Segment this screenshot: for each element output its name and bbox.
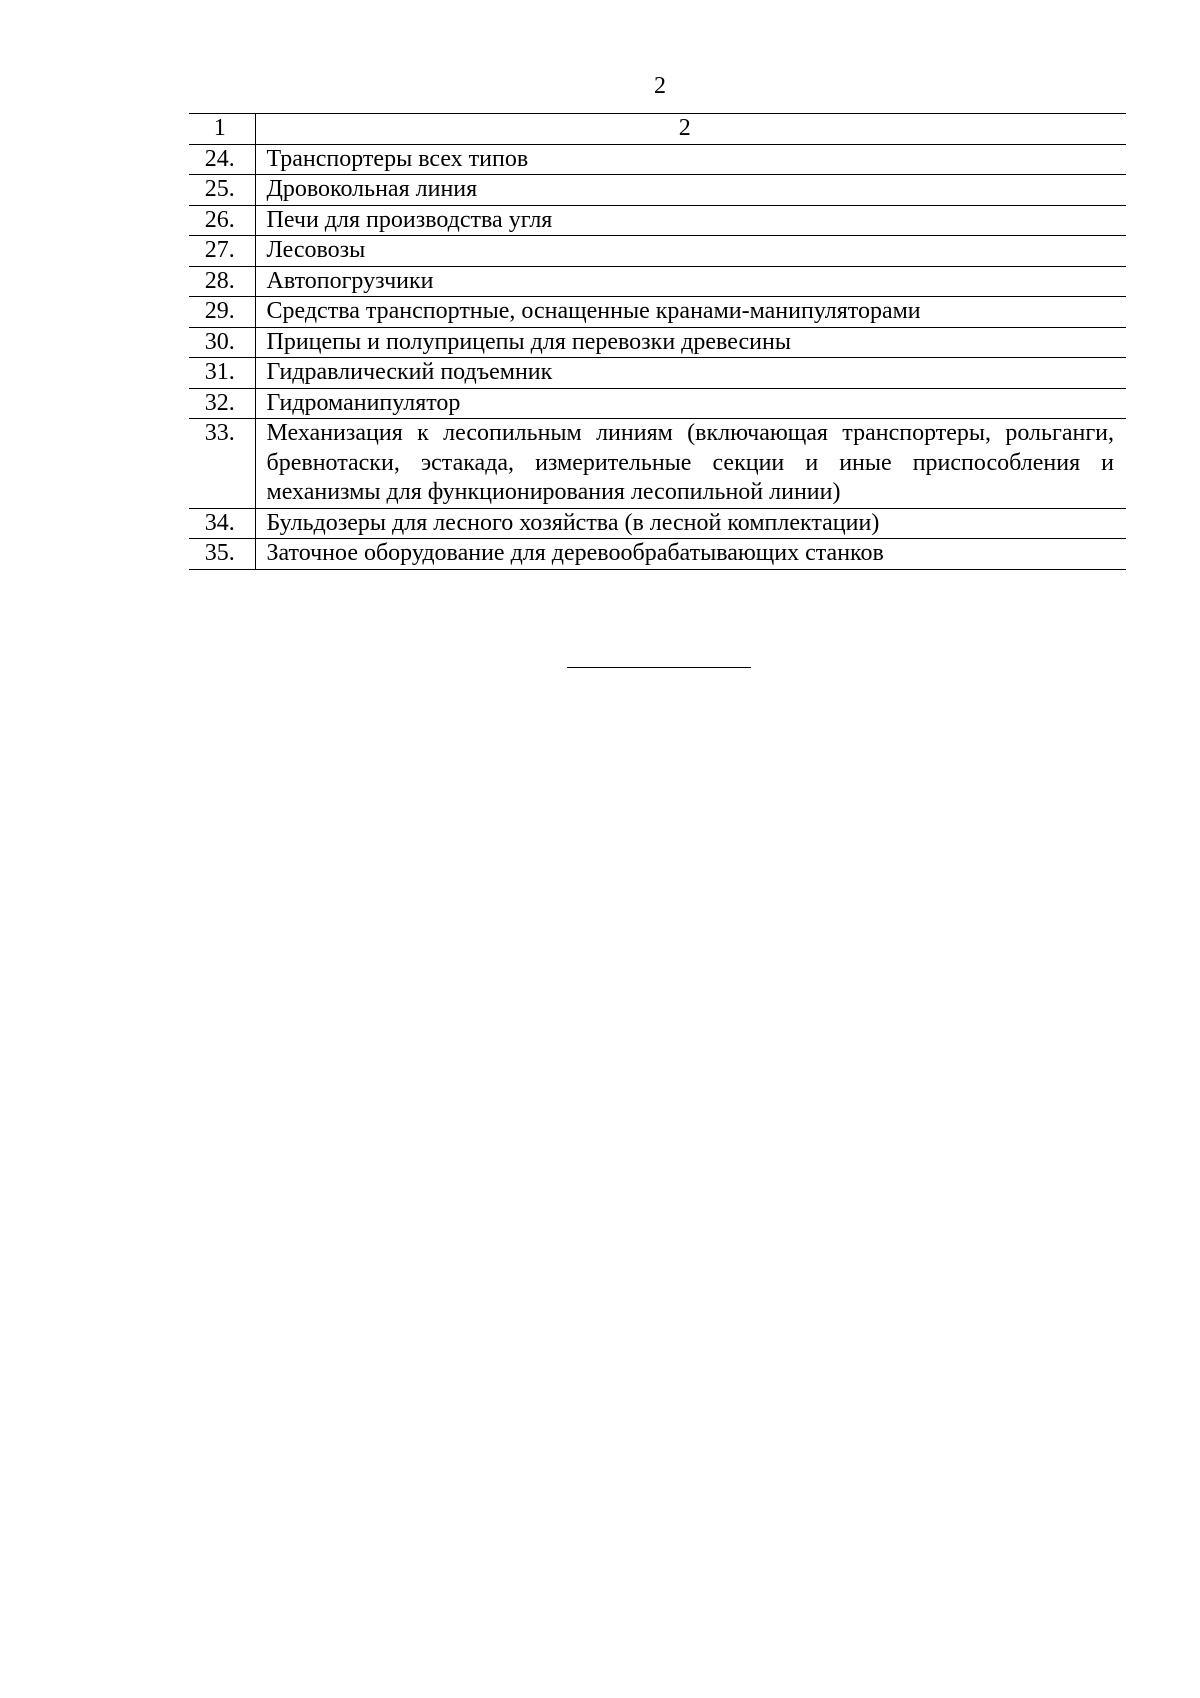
table-row (189, 327, 1126, 358)
table-row (189, 266, 1126, 297)
row-number: 26. (189, 205, 255, 236)
row-number: 31. (189, 358, 255, 389)
row-number: 28. (189, 266, 255, 297)
row-text: Средства транспортные, оснащенные кранами-манипуляторами (255, 297, 1126, 328)
row-text: Механизация к лесопильным линиям (включающая транспортеры, рольганги, бревнотаски, эстакада, измерительные секции и иные приспособления и механизмы для функционирования лесопильной линии) (255, 419, 1126, 509)
header-col-name: 2 (255, 114, 1126, 145)
row-number: 25. (189, 175, 255, 206)
end-of-document-rule (567, 667, 751, 668)
table-row (189, 236, 1126, 267)
row-text: Печи для производства угля (255, 205, 1126, 236)
row-number: 27. (189, 236, 255, 267)
row-text: Гидроманипулятор (255, 388, 1126, 419)
row-text: Заточное оборудование для деревообрабатывающих станков (255, 539, 1126, 570)
row-number: 24. (189, 144, 255, 175)
table-row (189, 175, 1126, 206)
equipment-table (189, 113, 1126, 570)
table-row (189, 508, 1126, 539)
table-header-row (189, 114, 1126, 145)
table-row (189, 358, 1126, 389)
row-text: Лесовозы (255, 236, 1126, 267)
table-row (189, 388, 1126, 419)
row-number: 32. (189, 388, 255, 419)
row-text: Бульдозеры для лесного хозяйства (в лесной комплектации) (255, 508, 1126, 539)
row-text: Гидравлический подъемник (255, 358, 1126, 389)
row-number: 29. (189, 297, 255, 328)
table-row (189, 144, 1126, 175)
table-row (189, 419, 1126, 509)
table-row (189, 297, 1126, 328)
row-text: Прицепы и полуприцепы для перевозки древесины (255, 327, 1126, 358)
header-col-number: 1 (189, 114, 255, 145)
table-row (189, 539, 1126, 570)
row-number: 33. (189, 419, 255, 509)
table-row (189, 205, 1126, 236)
row-text: Транспортеры всех типов (255, 144, 1126, 175)
row-number: 30. (189, 327, 255, 358)
row-text: Автопогрузчики (255, 266, 1126, 297)
row-text: Дровокольная линия (255, 175, 1126, 206)
row-number: 34. (189, 508, 255, 539)
row-number: 35. (189, 539, 255, 570)
page-number: 2 (654, 73, 666, 99)
